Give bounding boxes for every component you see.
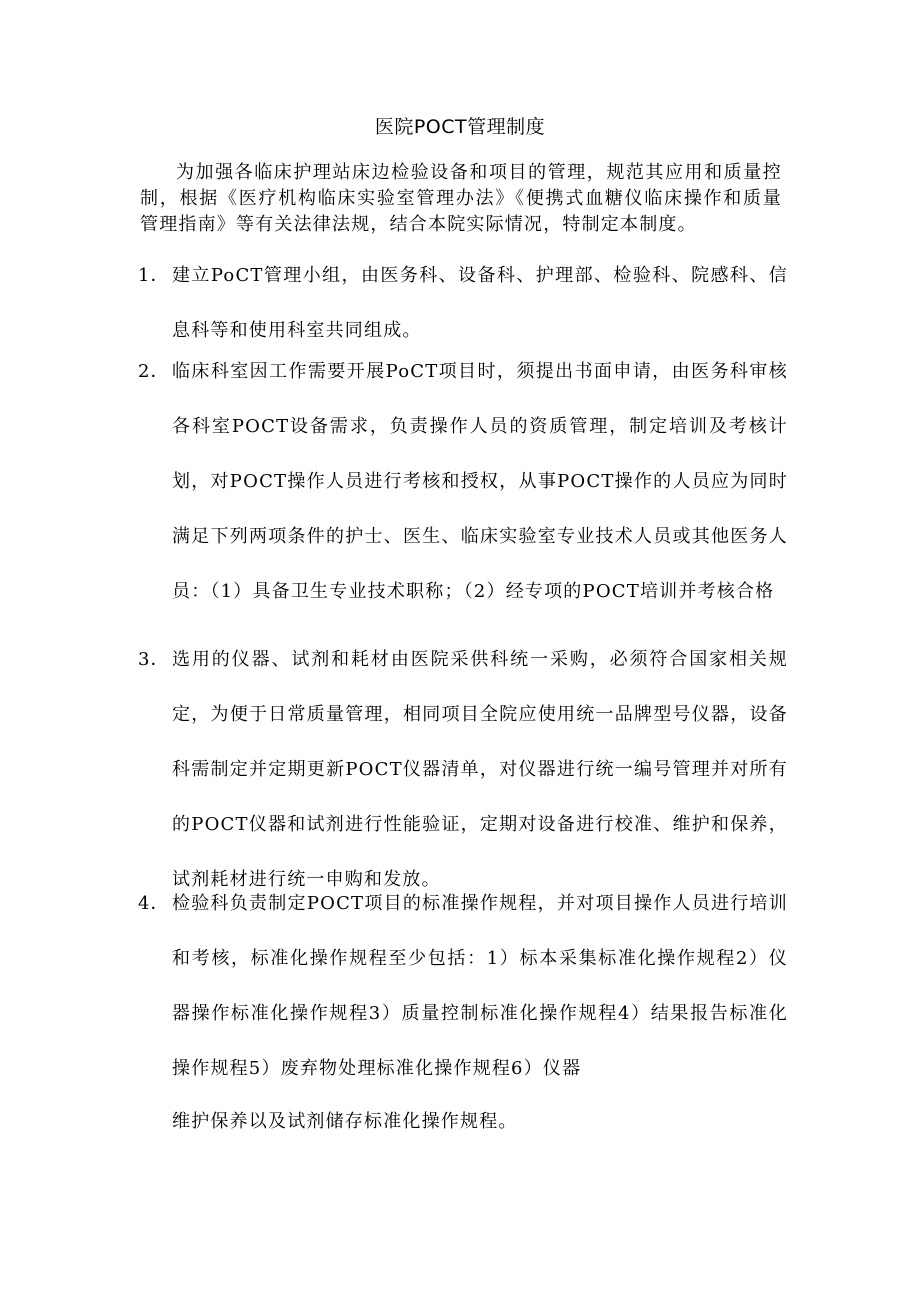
list-item: [138, 632, 788, 907]
list-item-text: 建立PoCT管理小组，由医务科、设备科、护理部、检验科、院感科、信息科等和使用科室共同组成。: [172, 265, 788, 341]
list-item-text: 检验科负责制定POCT项目的标准操作规程，并对项目操作人员进行培训和考核，标准化操作规程至少包括：1）标本采集标准化操作规程2）仪器操作标准化操作规程3）质量控制标准化操作规程4）结果报告标准化操作规程5）废弃物处理标准化操作规程6）仪器: [172, 893, 788, 1079]
list-item-number: 1．: [138, 265, 170, 286]
list-item-number: 3．: [138, 649, 170, 670]
intro-paragraph: 为加强各临床护理站床边检验设备和项目的管理，规范其应用和质量控制，根据《医疗机构临床实验室管理办法》《便携式血糖仪临床操作和质量管理指南》等有关法律法规，结合本院实际情况，特制定本制度。: [140, 162, 782, 235]
list-item: [138, 876, 788, 1096]
list-item-text: 临床科室因工作需要开展PoCT项目时，须提出书面申请，由医务科审核各科室POCT设备需求，负责操作人员的资质管理，制定培训及考核计划，对POCT操作人员进行考核和授权，从事POCT操作的人员应为同时满足下列两项条件的护士、医生、临床实验室专业技术人员或其他医务人员：（1）具备卫生专业技术职称；（2）经专项的POCT培训并考核合格: [172, 361, 788, 602]
list-item-number: 4．: [138, 893, 170, 914]
document-title: 医院POCT管理制度: [374, 116, 546, 138]
list-item: [138, 344, 788, 619]
list-item-number: 2．: [138, 361, 170, 382]
list-item: [138, 248, 788, 358]
list-item-text: 选用的仪器、试剂和耗材由医院采供科统一采购，必须符合国家相关规定，为便于日常质量管理，相同项目全院应使用统一品牌型号仪器，设备科需制定并定期更新POCT仪器清单，对仪器进行统一编号管理并对所有的POCT仪器和试剂进行性能验证，定期对设备进行校准、维护和保养，试剂耗材进行统一申购和发放。: [172, 649, 788, 890]
continuation-paragraph: 维护保养以及试剂储存标准化操作规程。: [172, 1111, 518, 1132]
